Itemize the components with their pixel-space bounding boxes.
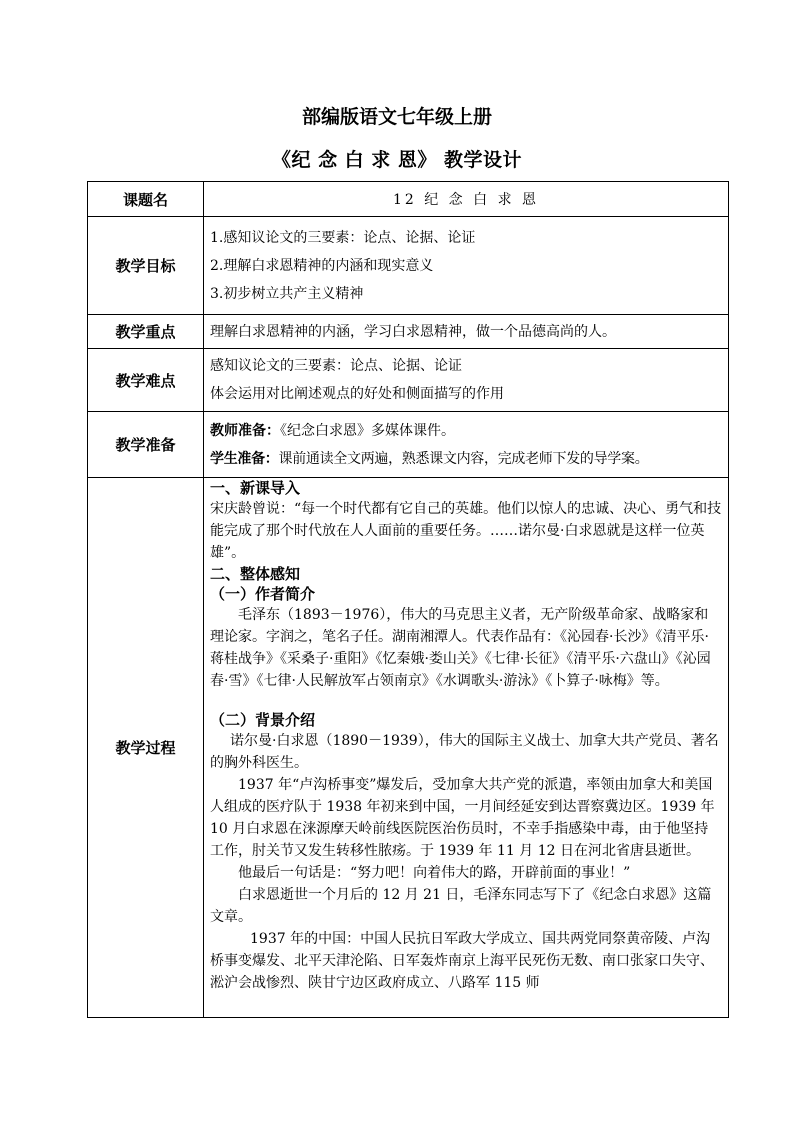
section-heading: 一、新课导入 [210,479,301,497]
value-goals [204,217,729,315]
label-key: 教学重点 [88,315,204,349]
student-prep-label: 学生准备： [210,450,279,467]
background-paragraph: 白求恩逝世一个月后的 12 月 21 日，毛泽东同志写下了《纪念白求恩》这篇文章。 [210,887,712,925]
row-key [88,315,729,349]
difficult-item: 感知议论文的三要素：论点、论据、论证 [210,358,462,374]
lesson-plan-table [87,181,729,1018]
value-difficult [204,349,729,412]
teacher-prep-text: 《纪念白求恩》多媒体课件。 [280,422,455,439]
student-prep-text: 课前通读全文两遍，熟悉课文内容，完成老师下发的导学案。 [278,450,649,467]
row-prep [88,412,729,478]
row-topic [88,182,729,217]
value-topic: 12 纪 念 白 求 恩 [204,182,729,217]
subsection-heading: （一）作者简介 [210,585,316,603]
label-topic: 课题名 [88,182,204,217]
intro-paragraph: 宋庆龄曾说：“每一个时代都有它自己的英雄。他们以惊人的忠诚、决心、勇气和技能完成了那个时代放在人人面前的重要任务。……诺尔曼·白求恩就是这样一位英雄”。 [210,501,722,561]
teacher-prep-label: 教师准备： [210,422,280,439]
row-goals [88,217,729,315]
subsection-heading: （二）背景介绍 [210,711,316,729]
value-key [204,315,729,349]
document-subtitle: 《纪 念 白 求 恩》 教学设计 [271,149,523,171]
label-difficult: 教学难点 [88,349,204,412]
value-prep [204,412,729,478]
section-heading: 二、整体感知 [210,565,301,583]
background-paragraph: 1937 年“卢沟桥事变”爆发后，受加拿大共产党的派遣，率领由加拿大和美国人组成的医疗队于 1938 年初来到中国，一月间经延安到达晋察冀边区。1939 年 10 月白求恩在涞源摩天岭前线医院医治伤员时，不幸手指感染中毒，由于他坚持工作，肘关节又发生转移性脓疡。于 1939 年 11 月 12 日在河北省唐县逝世。 [210,777,715,859]
label-process: 教学过程 [88,478,204,1018]
difficult-item: 体会运用对比阐述观点的好处和侧面描写的作用 [210,386,504,402]
row-process [88,478,729,1018]
label-prep: 教学准备 [88,412,204,478]
background-paragraph: 诺尔曼·白求恩（1890－1939），伟大的国际主义战士、加拿大共产党员、著名的胸外科医生。 [210,733,719,771]
key-text: 理解白求恩精神的内涵，学习白求恩精神，做一个品德高尚的人。 [210,323,616,340]
label-goals: 教学目标 [88,217,204,315]
goal-item: 2.理解白求恩精神的内涵和现实意义 [210,257,434,274]
background-paragraph: 1937 年的中国：中国人民抗日军政大学成立、国共两党同祭黄帝陵、卢沟桥事变爆发、北平天津沦陷、日军轰炸南京上海平民死伤无数、南口张家口失守、淞沪会战惨烈、陕甘宁边区政府成立、八路军 115 师 [210,931,714,991]
goal-item: 3.初步树立共产主义精神 [210,285,364,302]
document-title: 部编版语文七年级上册 [301,106,492,128]
value-process [204,478,729,1018]
teacher-prep [210,417,722,445]
row-difficult [88,349,729,412]
student-prep [210,445,722,473]
goal-item: 1.感知议论文的三要素：论点、论据、论证 [210,229,476,246]
background-paragraph: 他最后一句话是：“努力吧！向着伟大的路，开辟前面的事业！” [238,865,631,881]
author-paragraph: 毛泽东（1893－1976），伟大的马克思主义者，无产阶级革命家、战略家和理论家。字润之，笔名子任。湖南湘潭人。代表作品有：《沁园春·长沙》《清平乐·蒋桂战争》《采桑子·重阳》《忆秦娥·娄山关》《七律·长征》《清平乐·六盘山》《沁园春·雪》《七律·人民解放军占领南京》《水调歌头·游泳》《卜算子·咏梅》等。 [210,607,711,689]
